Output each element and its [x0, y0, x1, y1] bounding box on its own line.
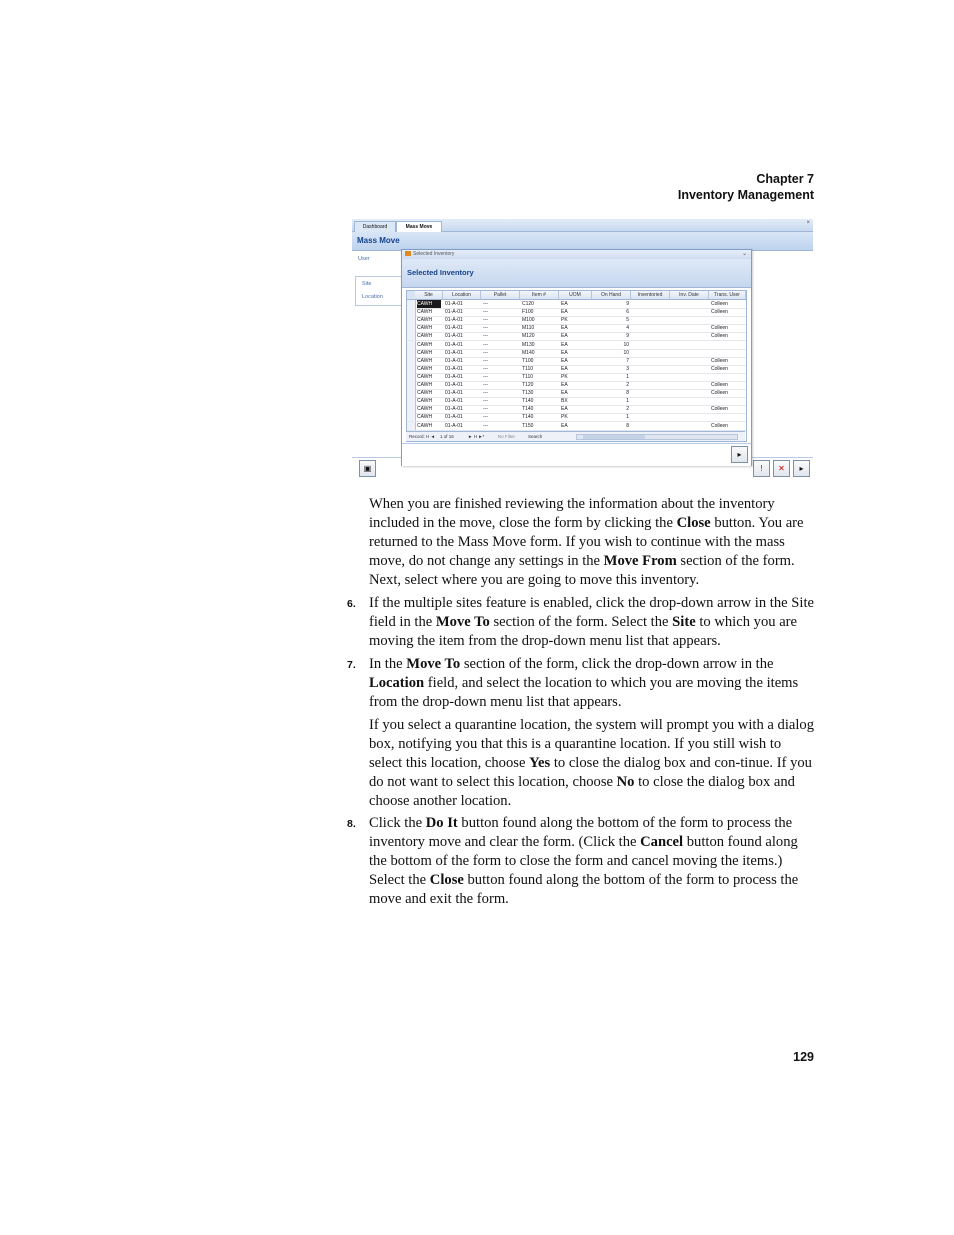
table-cell[interactable]: ---	[483, 301, 488, 307]
table-cell[interactable]	[711, 349, 744, 357]
table-cell[interactable]: 01-A-01	[445, 373, 463, 380]
chapter-label: Chapter 7	[756, 172, 814, 186]
table-cell[interactable]	[672, 397, 707, 405]
table-cell[interactable]: M140	[522, 349, 535, 356]
table-cell[interactable]: 01-A-01	[445, 365, 463, 372]
table-cell[interactable]	[672, 413, 707, 421]
row-selector[interactable]	[407, 397, 416, 405]
row-selector[interactable]	[407, 405, 416, 413]
bold-text: Yes	[529, 755, 551, 771]
table-cell[interactable]: PK	[561, 373, 568, 380]
cancel-button[interactable]	[773, 460, 790, 477]
table-cell[interactable]: Colleen	[711, 325, 728, 332]
table-cell[interactable]	[672, 324, 707, 332]
table-cell[interactable]: 01-A-01	[445, 349, 463, 356]
tab-dashboard[interactable]: Dashboard	[354, 221, 396, 232]
table-cell[interactable]	[672, 349, 707, 357]
table-cell[interactable]	[633, 422, 668, 430]
table-cell[interactable]: EA	[561, 365, 568, 372]
table-cell[interactable]: EA	[561, 333, 568, 340]
table-cell[interactable]: CAWH	[417, 406, 433, 413]
row-selector[interactable]	[407, 422, 416, 430]
table-cell[interactable]: EA	[561, 357, 568, 364]
row-selector[interactable]	[407, 332, 416, 340]
table-cell[interactable]	[633, 405, 668, 413]
row-selector[interactable]	[407, 413, 416, 421]
x-icon: ✕	[778, 464, 785, 473]
table-cell[interactable]: F100	[522, 309, 534, 316]
row-selector[interactable]	[407, 381, 416, 389]
row-selector[interactable]	[407, 365, 416, 373]
table-cell[interactable]: ---	[483, 422, 488, 429]
table-cell[interactable]	[633, 357, 668, 365]
search-box[interactable]: Search	[528, 434, 543, 439]
table-cell[interactable]: 1	[626, 414, 629, 421]
table-cell[interactable]: PK	[561, 317, 568, 324]
text: section of the form, click the drop-down arrow in the	[460, 656, 774, 672]
quarantine-paragraph	[369, 716, 814, 811]
paragraph-close-form	[369, 495, 814, 590]
bold-text: Move To	[406, 656, 461, 672]
row-selector[interactable]	[407, 349, 416, 357]
table-cell[interactable]: EA	[561, 382, 568, 388]
table-cell[interactable]: EA	[561, 349, 568, 356]
column-header[interactable]: UOM	[559, 291, 592, 300]
table-cell[interactable]: T110	[522, 373, 534, 380]
table-cell[interactable]	[711, 373, 744, 381]
exit-door-icon: ▸	[799, 464, 804, 473]
do-it-button[interactable]	[753, 460, 770, 477]
text: button found along the bottom of the form to process the inventory move and clear the form. (Click the	[369, 815, 793, 850]
table-cell[interactable]	[633, 389, 668, 397]
step-number: 8.	[347, 818, 356, 830]
table-cell[interactable]: CAWH	[417, 373, 433, 380]
dialog-heading: Selected Inventory	[407, 268, 474, 277]
scrollbar-thumb[interactable]	[583, 435, 645, 439]
table-cell[interactable]: T150	[522, 422, 534, 429]
table-cell[interactable]: Colleen	[711, 333, 728, 340]
record-value: 1 of 16	[440, 434, 454, 439]
row-selector[interactable]	[407, 300, 416, 308]
form-icon	[405, 251, 411, 256]
table-cell[interactable]: ---	[483, 309, 488, 316]
bold-text: Location	[369, 675, 425, 691]
table-cell[interactable]: 2	[626, 382, 629, 388]
table-cell[interactable]: ---	[483, 365, 488, 372]
table-cell[interactable]: 01-A-01	[445, 406, 463, 413]
column-header[interactable]: Pallet	[481, 291, 520, 300]
column-header[interactable]: Item #	[520, 291, 559, 300]
table-cell[interactable]: M100	[522, 317, 535, 324]
table-cell[interactable]: CAWH	[417, 309, 433, 316]
text: section of the form. Next, select where you are going to move this inventory.	[369, 553, 795, 588]
row-selector[interactable]	[407, 357, 416, 365]
table-cell[interactable]	[633, 300, 668, 308]
table-cell[interactable]: ---	[483, 382, 488, 388]
table-cell[interactable]: CAWH	[417, 357, 433, 364]
table-cell[interactable]: M130	[522, 341, 535, 348]
table-cell[interactable]	[672, 389, 707, 397]
record-label[interactable]: Record: H ◄	[409, 434, 435, 439]
table-cell[interactable]	[672, 332, 707, 340]
step-7-text	[369, 655, 814, 712]
dialog-header	[402, 259, 751, 288]
row-selector[interactable]	[407, 341, 416, 349]
table-cell[interactable]	[672, 373, 707, 381]
dialog-window-title: Selected Inventory	[413, 251, 455, 257]
table-cell[interactable]: 2	[626, 406, 629, 413]
table-cell[interactable]: 01-A-01	[445, 333, 463, 340]
table-cell[interactable]	[633, 349, 668, 357]
text: If the multiple sites feature is enabled, click the drop-down arrow in the Site field in the	[369, 595, 814, 630]
row-selector[interactable]	[407, 373, 416, 381]
selected-inventory-dialog	[401, 249, 752, 466]
table-cell[interactable]: Colleen	[711, 382, 728, 388]
table-cell[interactable]: 01-A-01	[445, 325, 463, 332]
table-cell[interactable]: EA	[561, 341, 568, 348]
text: button. You are returned to the Mass Move form. If you wish to continue with the mass move, do not change any settings in the	[369, 515, 804, 569]
exit-door-icon: ▸	[737, 450, 742, 459]
table-cell[interactable]	[711, 341, 744, 349]
table-cell[interactable]: T120	[522, 382, 534, 388]
binoculars-icon: ▣	[363, 464, 372, 473]
table-cell[interactable]: Colleen	[711, 406, 728, 413]
table-cell[interactable]	[633, 365, 668, 373]
row-selector[interactable]	[407, 389, 416, 397]
table-cell[interactable]: T140	[522, 414, 534, 421]
section-label: Inventory Management	[677, 188, 814, 202]
table-cell[interactable]	[672, 316, 707, 324]
table-cell[interactable]: T130	[522, 390, 534, 397]
table-cell[interactable]: EA	[561, 325, 568, 332]
table-cell[interactable]	[633, 324, 668, 332]
bold-text: Site	[672, 614, 696, 630]
table-cell[interactable]: ---	[483, 341, 488, 348]
table-cell[interactable]: Colleen	[711, 365, 728, 372]
table-cell[interactable]	[633, 316, 668, 324]
table-cell[interactable]: 7	[626, 357, 629, 364]
column-header[interactable]: Site	[415, 291, 443, 300]
table-cell[interactable]	[633, 341, 668, 349]
table-cell[interactable]: 10	[623, 341, 629, 348]
text: field, and select the location to which you are moving the items from the drop-down menu list that appears.	[369, 675, 799, 710]
step-number: 7.	[347, 659, 356, 671]
table-cell[interactable]	[633, 381, 668, 389]
table-cell[interactable]: 5	[626, 317, 629, 324]
dialog-footer	[402, 443, 751, 466]
record-navigator	[406, 431, 745, 441]
table-cell[interactable]: CAWH	[417, 325, 433, 332]
text: Click the	[369, 815, 426, 831]
table-cell[interactable]: CAWH	[417, 365, 433, 372]
table-cell[interactable]: ---	[483, 349, 488, 356]
column-header[interactable]: Location	[443, 291, 481, 300]
form-title: Mass Move	[357, 236, 400, 245]
table-cell[interactable]: EA	[561, 309, 568, 316]
table-cell[interactable]: 9	[626, 301, 629, 307]
table-cell[interactable]: 01-A-01	[445, 317, 463, 324]
table-cell[interactable]: 9	[626, 333, 629, 340]
table-cell[interactable]: T110	[522, 365, 534, 372]
table-cell[interactable]	[711, 397, 744, 405]
table-cell[interactable]: 1	[626, 373, 629, 380]
text: If you select a quarantine location, the system will prompt you with a dialog box, notifying you that this is a quarantine location. If you still wish to select this location, choose	[369, 717, 815, 771]
text: button found along the bottom of the form to close the form and cancel moving the items.) Select the	[369, 834, 798, 888]
table-cell[interactable]	[711, 316, 744, 324]
view-selected-button[interactable]	[359, 460, 376, 477]
table-cell[interactable]	[672, 365, 707, 373]
table-cell[interactable]: Colleen	[711, 357, 728, 364]
table-cell[interactable]: T140	[522, 398, 534, 405]
table-cell[interactable]: 4	[626, 325, 629, 332]
table-cell[interactable]: EA	[561, 301, 568, 307]
table-cell[interactable]: 6	[626, 309, 629, 316]
table-cell[interactable]	[711, 413, 744, 421]
table-cell[interactable]: 3	[626, 365, 629, 372]
bold-text: No	[616, 774, 635, 790]
table-cell[interactable]	[672, 357, 707, 365]
table-cell[interactable]	[672, 300, 707, 308]
table-cell[interactable]: 01-A-01	[445, 390, 463, 397]
table-cell[interactable]: PK	[561, 414, 568, 421]
table-cell[interactable]: CAWH	[417, 333, 433, 340]
table-cell[interactable]: CAWH	[417, 390, 433, 397]
table-cell[interactable]: Colleen	[711, 390, 728, 397]
row-selector[interactable]	[407, 316, 416, 324]
table-cell[interactable]: 01-A-01	[445, 357, 463, 364]
table-cell[interactable]	[672, 405, 707, 413]
table-cell[interactable]: ---	[483, 390, 488, 397]
table-cell[interactable]	[633, 332, 668, 340]
table-cell[interactable]: 01-A-01	[445, 341, 463, 348]
table-cell[interactable]: CAWH	[417, 398, 433, 405]
column-header[interactable]: Inventoried	[631, 291, 670, 300]
inventory-grid	[406, 290, 747, 442]
text: button found along the bottom of the form to process the move and exit the form.	[369, 872, 799, 907]
bold-text: Move From	[603, 553, 677, 569]
dialog-close-button[interactable]	[731, 446, 748, 463]
table-cell[interactable]	[672, 381, 707, 389]
table-cell[interactable]: T100	[522, 357, 534, 364]
table-cell[interactable]: CAWH	[417, 349, 433, 356]
table-cell[interactable]: CAWH	[417, 317, 433, 324]
table-cell[interactable]: CAWH	[417, 414, 433, 421]
table-cell[interactable]: CAWH	[417, 300, 441, 308]
text: In the	[369, 656, 407, 672]
table-cell[interactable]: 01-A-01	[445, 382, 463, 388]
table-cell[interactable]: EA	[561, 422, 568, 429]
table-cell[interactable]	[633, 413, 668, 421]
table-cell[interactable]: CAWH	[417, 382, 433, 388]
chevron-down-icon[interactable]: ⌄	[741, 251, 747, 257]
text: to close the dialog box and con-tinue. If you do not want to select this location, choose	[369, 755, 812, 790]
table-cell[interactable]: ---	[483, 414, 488, 421]
table-cell[interactable]: ---	[483, 317, 488, 324]
bold-text: Do It	[425, 815, 458, 831]
table-cell[interactable]: EA	[561, 406, 568, 413]
table-cell[interactable]	[633, 373, 668, 381]
column-header[interactable]: On Hand	[592, 291, 631, 300]
dialog-title-bar	[402, 250, 751, 259]
horizontal-scrollbar[interactable]	[576, 434, 738, 440]
table-cell[interactable]: CAWH	[417, 422, 433, 429]
table-cell[interactable]: 10	[623, 349, 629, 356]
table-cell[interactable]	[633, 397, 668, 405]
bold-text: Cancel	[640, 834, 684, 850]
table-cell[interactable]: ---	[483, 406, 488, 413]
table-cell[interactable]	[672, 308, 707, 316]
step-8-text	[369, 814, 814, 909]
close-icon[interactable]: ×	[806, 220, 810, 226]
form-close-button[interactable]	[793, 460, 810, 477]
step-6-text	[369, 594, 814, 651]
table-cell[interactable]	[672, 341, 707, 349]
table-cell[interactable]: EA	[561, 390, 568, 397]
bold-text: Close	[676, 515, 711, 531]
column-header[interactable]: Inv. Date	[670, 291, 709, 300]
site-label: Site	[362, 281, 372, 287]
table-cell[interactable]: C120	[522, 301, 534, 307]
step-number: 6.	[347, 598, 356, 610]
table-cell[interactable]: ---	[483, 325, 488, 332]
table-cell[interactable]: ---	[483, 398, 488, 405]
bold-text: Move To	[435, 614, 490, 630]
table-cell[interactable]: 01-A-01	[445, 398, 463, 405]
table-cell[interactable]: BX	[561, 398, 568, 405]
row-selector[interactable]	[407, 324, 416, 332]
location-label: Location	[362, 294, 383, 300]
column-header[interactable]: Trans. User	[709, 291, 746, 300]
table-cell[interactable]: ---	[483, 357, 488, 364]
no-filter-button[interactable]: No Filter	[498, 434, 516, 439]
table-cell[interactable]: 01-A-01	[445, 301, 463, 307]
text: When you are finished reviewing the information about the inventory included in the move, close the form by clicking the	[369, 496, 775, 531]
tab-bar	[352, 219, 813, 232]
record-nav-arrows[interactable]: ► H ►*	[468, 434, 485, 439]
table-cell[interactable]: M120	[522, 333, 535, 340]
table-cell[interactable]: 01-A-01	[445, 422, 463, 429]
table-cell[interactable]: Colleen	[711, 301, 728, 307]
table-cell[interactable]: ---	[483, 373, 488, 380]
table-cell[interactable]: Colleen	[711, 309, 728, 316]
table-cell[interactable]: 1	[626, 398, 629, 405]
mass-move-screenshot	[352, 219, 813, 480]
tab-mass-move[interactable]: Mass Move	[396, 221, 442, 232]
row-selector[interactable]	[407, 308, 416, 316]
table-cell[interactable]: Colleen	[711, 422, 728, 429]
bold-text: Close	[429, 872, 464, 888]
exclamation-icon: !	[760, 464, 763, 473]
table-cell[interactable]: 01-A-01	[445, 309, 463, 316]
table-cell[interactable]: CAWH	[417, 341, 433, 348]
table-cell[interactable]	[633, 308, 668, 316]
text: section of the form. Select the	[489, 614, 673, 630]
text: to close the dialog box and choose another location.	[369, 774, 795, 809]
page-number: 129	[793, 1050, 814, 1064]
table-cell[interactable]: 01-A-01	[445, 414, 463, 421]
table-cell[interactable]: 8	[626, 422, 629, 429]
table-row[interactable]	[407, 422, 746, 431]
table-cell[interactable]: M110	[522, 325, 535, 332]
table-cell[interactable]	[672, 422, 707, 430]
user-label: User	[358, 256, 370, 262]
table-cell[interactable]: 8	[626, 390, 629, 397]
table-cell[interactable]: ---	[483, 333, 488, 340]
text: to which you are moving the item from the drop-down menu list that appears.	[369, 614, 798, 649]
table-cell[interactable]: T140	[522, 406, 534, 413]
